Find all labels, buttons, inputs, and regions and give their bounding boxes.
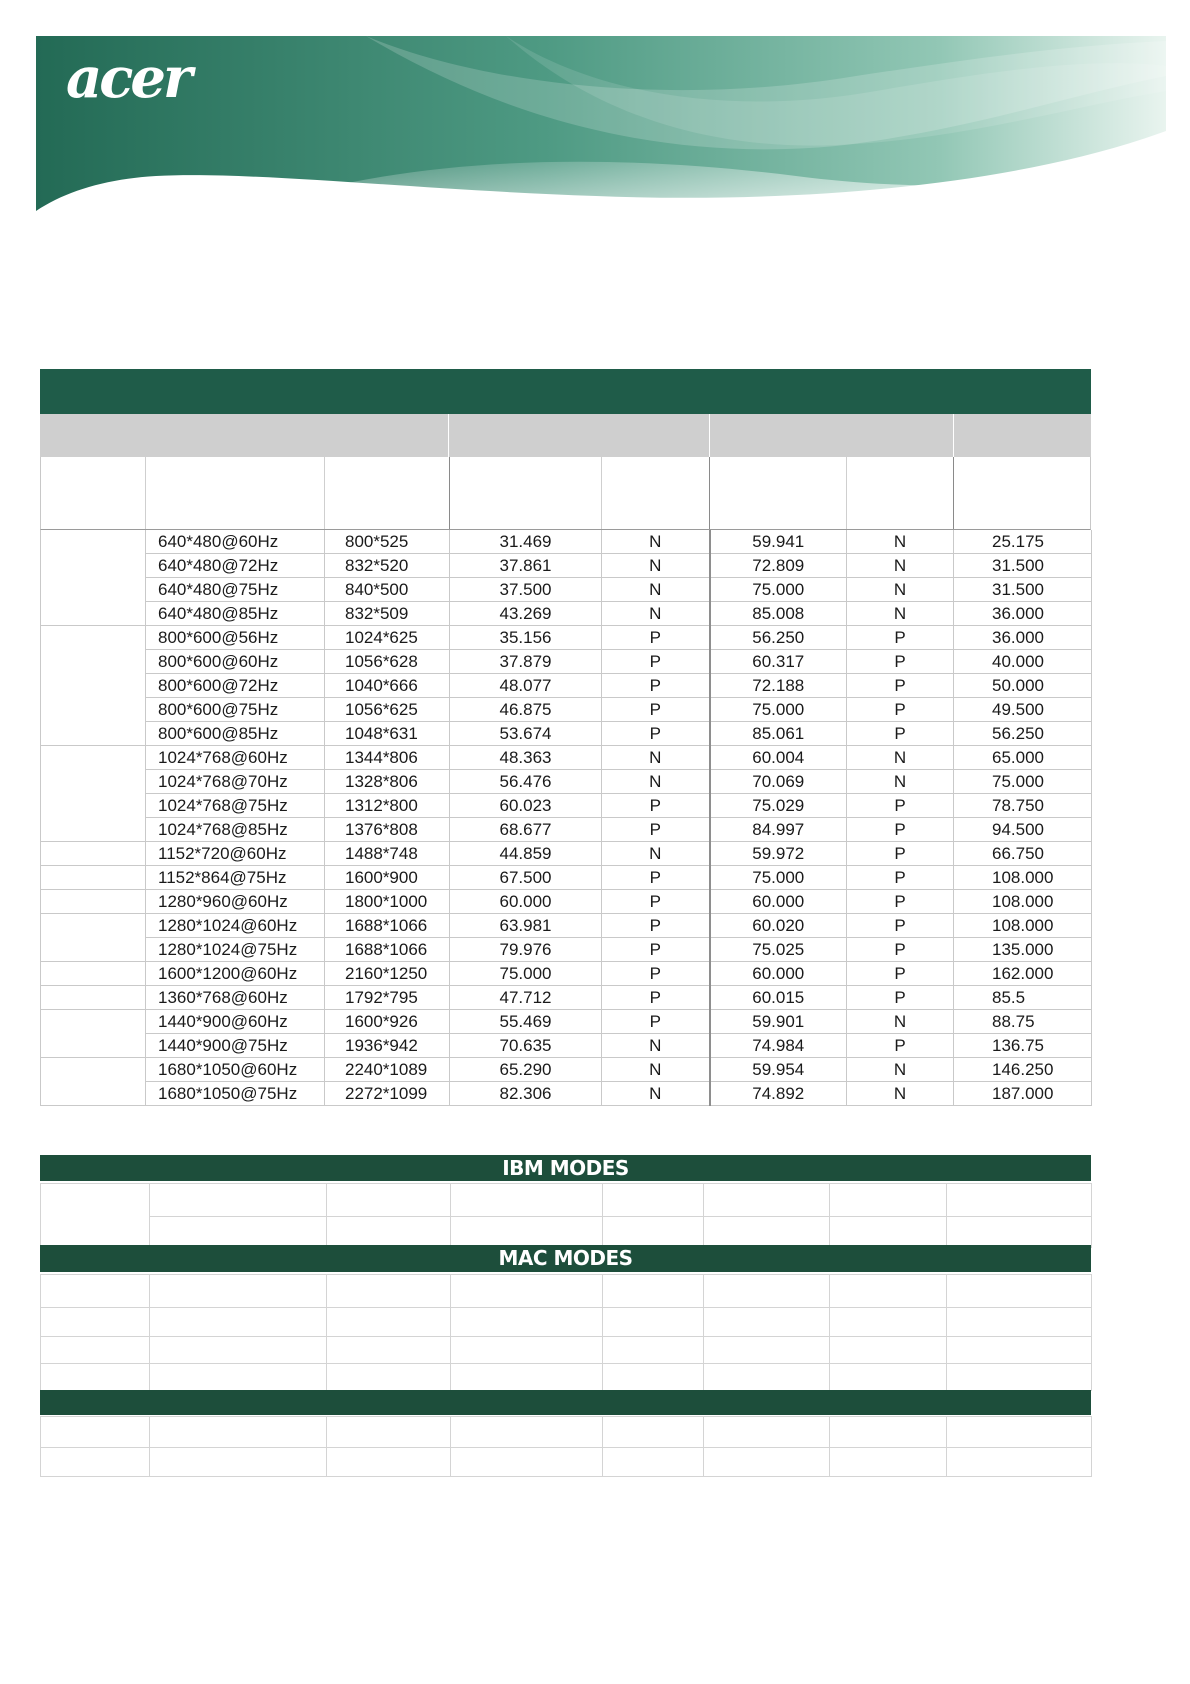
h-freq-cell: 31.469 <box>450 530 602 554</box>
timing-row <box>41 578 1092 602</box>
mode-group-cell <box>41 626 146 746</box>
v-polarity-cell: N <box>847 530 954 554</box>
pixel-clock-cell: 187.000 <box>954 1082 1092 1106</box>
mac-modes-title: MAC MODES <box>498 1246 633 1270</box>
total-cell: 1328*806 <box>325 770 450 794</box>
v-polarity-cell: P <box>847 842 954 866</box>
h-freq-cell: 43.269 <box>450 602 602 626</box>
h-polarity-cell: P <box>602 794 710 818</box>
h-freq-cell: 56.476 <box>450 770 602 794</box>
h-freq-cell: 37.500 <box>450 578 602 602</box>
v-freq-cell: 70.069 <box>710 770 847 794</box>
v-polarity-cell: P <box>847 1034 954 1058</box>
h-polarity-cell: P <box>602 986 710 1010</box>
v-freq-cell: 60.004 <box>710 746 847 770</box>
total-cell: 1056*628 <box>325 650 450 674</box>
pixel-clock-cell: 65.000 <box>954 746 1092 770</box>
v-polarity-cell: P <box>847 626 954 650</box>
resolution-cell: 1680*1050@75Hz <box>146 1082 325 1106</box>
resolution-cell: 1600*1200@60Hz <box>146 962 325 986</box>
bottom-section-bar <box>40 1390 1091 1415</box>
pixel-clock-cell: 108.000 <box>954 890 1092 914</box>
timing-row <box>41 602 1092 626</box>
timing-row <box>41 650 1092 674</box>
total-cell: 1024*625 <box>325 626 450 650</box>
timing-row <box>41 698 1092 722</box>
pixel-clock-cell: 136.75 <box>954 1034 1092 1058</box>
h-freq-cell: 63.981 <box>450 914 602 938</box>
mode-group-cell <box>41 1010 146 1058</box>
v-freq-cell: 60.000 <box>710 962 847 986</box>
v-polarity-cell: N <box>847 1010 954 1034</box>
h-polarity-cell: N <box>602 554 710 578</box>
mode-group-cell <box>41 842 146 866</box>
header-banner <box>36 36 1166 214</box>
total-cell: 800*525 <box>325 530 450 554</box>
v-freq-cell: 75.025 <box>710 938 847 962</box>
h-freq-cell: 35.156 <box>450 626 602 650</box>
v-polarity-cell: P <box>847 962 954 986</box>
v-freq-cell: 75.000 <box>710 698 847 722</box>
total-cell: 1048*631 <box>325 722 450 746</box>
total-cell: 1688*1066 <box>325 914 450 938</box>
h-freq-cell: 37.879 <box>450 650 602 674</box>
v-polarity-cell: P <box>847 650 954 674</box>
v-polarity-cell: P <box>847 674 954 698</box>
mode-group-cell <box>41 890 146 914</box>
pixel-clock-cell: 56.250 <box>954 722 1092 746</box>
timing-row <box>41 1010 1092 1034</box>
total-cell: 1936*942 <box>325 1034 450 1058</box>
pixel-clock-cell: 146.250 <box>954 1058 1092 1082</box>
resolution-cell: 640*480@60Hz <box>146 530 325 554</box>
resolution-cell: 1280*960@60Hz <box>146 890 325 914</box>
resolution-cell: 1024*768@75Hz <box>146 794 325 818</box>
h-freq-cell: 55.469 <box>450 1010 602 1034</box>
total-cell: 1600*926 <box>325 1010 450 1034</box>
v-polarity-cell: N <box>847 1058 954 1082</box>
acer-logo: acer <box>66 45 190 111</box>
total-cell: 832*520 <box>325 554 450 578</box>
timing-row <box>41 1058 1092 1082</box>
resolution-cell: 640*480@72Hz <box>146 554 325 578</box>
resolution-cell: 1152*720@60Hz <box>146 842 325 866</box>
h-freq-cell: 65.290 <box>450 1058 602 1082</box>
resolution-cell: 1024*768@70Hz <box>146 770 325 794</box>
h-freq-cell: 60.023 <box>450 794 602 818</box>
resolution-cell: 800*600@75Hz <box>146 698 325 722</box>
v-polarity-cell: N <box>847 578 954 602</box>
pixel-clock-cell: 135.000 <box>954 938 1092 962</box>
h-polarity-cell: N <box>602 770 710 794</box>
v-freq-cell: 75.029 <box>710 794 847 818</box>
mode-group-cell <box>41 746 146 842</box>
h-polarity-cell: N <box>602 842 710 866</box>
v-freq-cell: 60.020 <box>710 914 847 938</box>
total-cell: 1600*900 <box>325 866 450 890</box>
total-cell: 1688*1066 <box>325 938 450 962</box>
resolution-cell: 1360*768@60Hz <box>146 986 325 1010</box>
h-freq-cell: 48.077 <box>450 674 602 698</box>
resolution-cell: 1280*1024@60Hz <box>146 914 325 938</box>
v-polarity-cell: P <box>847 794 954 818</box>
h-freq-cell: 67.500 <box>450 866 602 890</box>
v-freq-cell: 59.901 <box>710 1010 847 1034</box>
resolution-cell: 800*600@56Hz <box>146 626 325 650</box>
v-freq-cell: 60.015 <box>710 986 847 1010</box>
timing-row <box>41 818 1092 842</box>
h-polarity-cell: P <box>602 626 710 650</box>
h-polarity-cell: N <box>602 578 710 602</box>
timing-row <box>41 626 1092 650</box>
pixel-clock-cell: 36.000 <box>954 602 1092 626</box>
timing-rows <box>40 530 1092 1106</box>
v-freq-cell: 72.188 <box>710 674 847 698</box>
ibm-modes-grid <box>40 1183 1092 1248</box>
timing-row <box>41 530 1092 554</box>
h-freq-cell: 46.875 <box>450 698 602 722</box>
h-freq-cell: 53.674 <box>450 722 602 746</box>
h-polarity-cell: N <box>602 602 710 626</box>
total-cell: 840*500 <box>325 578 450 602</box>
v-freq-cell: 60.317 <box>710 650 847 674</box>
h-polarity-cell: P <box>602 938 710 962</box>
h-polarity-cell: N <box>602 1058 710 1082</box>
h-freq-cell: 44.859 <box>450 842 602 866</box>
timing-row <box>41 554 1092 578</box>
v-polarity-cell: P <box>847 818 954 842</box>
resolution-cell: 1024*768@60Hz <box>146 746 325 770</box>
timing-row <box>41 722 1092 746</box>
h-freq-cell: 75.000 <box>450 962 602 986</box>
v-freq-cell: 59.954 <box>710 1058 847 1082</box>
v-freq-cell: 74.892 <box>710 1082 847 1106</box>
v-polarity-cell: P <box>847 914 954 938</box>
v-freq-cell: 74.984 <box>710 1034 847 1058</box>
timing-row <box>41 1034 1092 1058</box>
timing-row <box>41 890 1092 914</box>
pixel-clock-cell: 31.500 <box>954 554 1092 578</box>
timing-row <box>41 674 1092 698</box>
pixel-clock-cell: 40.000 <box>954 650 1092 674</box>
timing-table <box>40 369 1091 1106</box>
v-freq-cell: 75.000 <box>710 578 847 602</box>
h-freq-cell: 37.861 <box>450 554 602 578</box>
ibm-modes-bar <box>40 1155 1091 1181</box>
pixel-clock-cell: 78.750 <box>954 794 1092 818</box>
timing-row <box>41 794 1092 818</box>
resolution-cell: 640*480@85Hz <box>146 602 325 626</box>
h-freq-cell: 70.635 <box>450 1034 602 1058</box>
resolution-cell: 800*600@85Hz <box>146 722 325 746</box>
v-freq-cell: 85.061 <box>710 722 847 746</box>
mode-group-cell <box>41 962 146 986</box>
resolution-cell: 1440*900@75Hz <box>146 1034 325 1058</box>
timing-row <box>41 986 1092 1010</box>
mode-group-cell <box>41 1058 146 1106</box>
mode-group-cell <box>41 986 146 1010</box>
v-polarity-cell: N <box>847 602 954 626</box>
timing-row <box>41 746 1092 770</box>
pixel-clock-cell: 36.000 <box>954 626 1092 650</box>
v-polarity-cell: P <box>847 986 954 1010</box>
pixel-clock-cell: 75.000 <box>954 770 1092 794</box>
v-polarity-cell: P <box>847 722 954 746</box>
pixel-clock-cell: 85.5 <box>954 986 1092 1010</box>
mac-modes-grid <box>40 1274 1092 1391</box>
v-polarity-cell: P <box>847 866 954 890</box>
resolution-cell: 1680*1050@60Hz <box>146 1058 325 1082</box>
h-freq-cell: 48.363 <box>450 746 602 770</box>
total-cell: 1792*795 <box>325 986 450 1010</box>
total-cell: 832*509 <box>325 602 450 626</box>
pixel-clock-cell: 49.500 <box>954 698 1092 722</box>
h-freq-cell: 82.306 <box>450 1082 602 1106</box>
table-group-header <box>40 414 1091 457</box>
pixel-clock-cell: 108.000 <box>954 866 1092 890</box>
h-polarity-cell: N <box>602 1082 710 1106</box>
timing-row <box>41 770 1092 794</box>
h-polarity-cell: P <box>602 698 710 722</box>
h-polarity-cell: P <box>602 962 710 986</box>
resolution-cell: 640*480@75Hz <box>146 578 325 602</box>
timing-row <box>41 866 1092 890</box>
mode-group-cell <box>41 530 146 626</box>
mode-group-cell <box>41 914 146 962</box>
h-polarity-cell: P <box>602 866 710 890</box>
h-polarity-cell: P <box>602 890 710 914</box>
total-cell: 2272*1099 <box>325 1082 450 1106</box>
resolution-cell: 1280*1024@75Hz <box>146 938 325 962</box>
pixel-clock-cell: 94.500 <box>954 818 1092 842</box>
v-polarity-cell: N <box>847 554 954 578</box>
total-cell: 1312*800 <box>325 794 450 818</box>
pixel-clock-cell: 108.000 <box>954 914 1092 938</box>
timing-row <box>41 962 1092 986</box>
resolution-cell: 1152*864@75Hz <box>146 866 325 890</box>
v-freq-cell: 60.000 <box>710 890 847 914</box>
total-cell: 1056*625 <box>325 698 450 722</box>
timing-row <box>41 914 1092 938</box>
pixel-clock-cell: 66.750 <box>954 842 1092 866</box>
v-polarity-cell: N <box>847 770 954 794</box>
h-polarity-cell: P <box>602 674 710 698</box>
h-freq-cell: 47.712 <box>450 986 602 1010</box>
table-column-header <box>40 457 1091 530</box>
pixel-clock-cell: 50.000 <box>954 674 1092 698</box>
v-polarity-cell: P <box>847 698 954 722</box>
v-freq-cell: 59.972 <box>710 842 847 866</box>
v-polarity-cell: N <box>847 746 954 770</box>
h-polarity-cell: P <box>602 650 710 674</box>
h-polarity-cell: P <box>602 722 710 746</box>
v-polarity-cell: P <box>847 890 954 914</box>
timing-row <box>41 938 1092 962</box>
total-cell: 2240*1089 <box>325 1058 450 1082</box>
v-freq-cell: 56.250 <box>710 626 847 650</box>
mac-modes-bar <box>40 1245 1091 1272</box>
h-polarity-cell: N <box>602 1034 710 1058</box>
resolution-cell: 800*600@72Hz <box>146 674 325 698</box>
ibm-modes-title: IBM MODES <box>502 1156 629 1180</box>
total-cell: 1488*748 <box>325 842 450 866</box>
v-freq-cell: 72.809 <box>710 554 847 578</box>
v-freq-cell: 85.008 <box>710 602 847 626</box>
timing-row <box>41 1082 1092 1106</box>
resolution-cell: 1440*900@60Hz <box>146 1010 325 1034</box>
v-freq-cell: 75.000 <box>710 866 847 890</box>
pixel-clock-cell: 31.500 <box>954 578 1092 602</box>
pixel-clock-cell: 162.000 <box>954 962 1092 986</box>
bottom-grid <box>40 1416 1092 1477</box>
total-cell: 1376*808 <box>325 818 450 842</box>
h-freq-cell: 68.677 <box>450 818 602 842</box>
table-title-bar <box>40 369 1091 414</box>
h-polarity-cell: N <box>602 746 710 770</box>
v-polarity-cell: N <box>847 1082 954 1106</box>
timing-row <box>41 842 1092 866</box>
total-cell: 1800*1000 <box>325 890 450 914</box>
h-polarity-cell: P <box>602 818 710 842</box>
mode-group-cell <box>41 866 146 890</box>
v-freq-cell: 59.941 <box>710 530 847 554</box>
total-cell: 2160*1250 <box>325 962 450 986</box>
v-freq-cell: 84.997 <box>710 818 847 842</box>
h-freq-cell: 60.000 <box>450 890 602 914</box>
pixel-clock-cell: 88.75 <box>954 1010 1092 1034</box>
total-cell: 1040*666 <box>325 674 450 698</box>
resolution-cell: 1024*768@85Hz <box>146 818 325 842</box>
h-freq-cell: 79.976 <box>450 938 602 962</box>
h-polarity-cell: P <box>602 1010 710 1034</box>
pixel-clock-cell: 25.175 <box>954 530 1092 554</box>
v-polarity-cell: P <box>847 938 954 962</box>
resolution-cell: 800*600@60Hz <box>146 650 325 674</box>
h-polarity-cell: N <box>602 530 710 554</box>
total-cell: 1344*806 <box>325 746 450 770</box>
banner-swoosh-graphic <box>36 36 1166 214</box>
h-polarity-cell: P <box>602 914 710 938</box>
